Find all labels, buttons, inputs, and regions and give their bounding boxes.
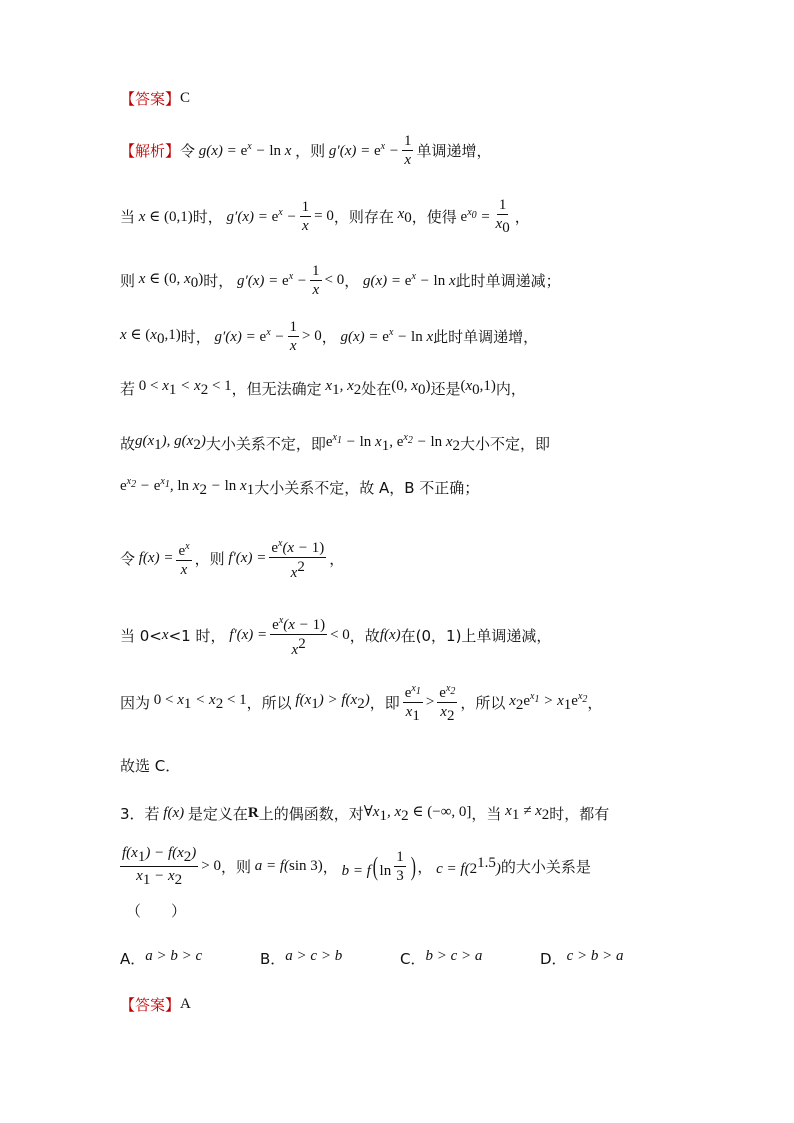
formula: $0 < x_1 < x_2 < 1$ [153,692,247,712]
fraction: $\frac{e^x(x - 1)}{x^2}$ [270,612,327,659]
formula: ) [410,851,416,881]
text: ，使得 [411,208,457,226]
text: 在(0，1)上单调递减， [400,627,552,645]
answer-value: A [180,996,191,1012]
formula: < 0 [330,627,350,643]
analysis-line-11 [120,755,180,776]
analysis-line-4 [120,318,538,355]
formula: > [425,694,435,710]
text: 大小不定，即 [460,435,551,453]
text: 时，都有 [549,805,610,823]
analysis-line-1 [120,132,492,169]
option-b[interactable] [260,948,400,969]
text: 故 [120,435,136,453]
text: 当 0< [120,627,162,645]
text: 单调递增， [416,142,492,160]
formula: x ∈ $(x_0,1)$ [120,327,181,347]
text: ，但无法确定 [231,380,322,398]
text: ， [322,858,338,876]
formula: b = f( ln [337,851,392,881]
text: 上的偶函数，对 [258,805,364,823]
answer-line-2 [120,994,191,1015]
fraction: $\frac{e^{x_1}}{x_1}$ [403,680,423,725]
real-set-symbol: R [247,805,259,821]
formula: f(x) = [135,550,174,566]
text: ，故 [349,627,380,645]
text: 令 [180,142,196,160]
option-c-text: b > c > a [425,948,483,964]
analysis-line-10 [120,680,602,725]
text: 处在 [361,380,392,398]
question-3-line-1 [120,802,609,825]
fraction: $\frac{1}{x_0}$ [495,197,510,236]
formula: $0 < x_1 < x_2 < 1$ [138,378,232,398]
formula: $x_2e^{x_1} > x_1e^{x_2}$ [505,691,588,713]
fraction: $\frac{1}{3}$ [396,849,404,884]
text: 大小关系不定，即 [205,435,326,453]
formula: f′(x) = [225,627,268,643]
text: 还是 [430,380,461,398]
formula: f′(x) = [224,550,267,566]
text: 时， [180,328,211,346]
formula: (0, $x_0$) [391,378,431,398]
fraction: $\frac{e^x}{x}$ [176,538,191,579]
fraction: $\frac{1}{x}$ [403,133,412,168]
option-d-text: c > b > a [566,948,624,964]
formula: $c = f(2^{1.5})$ [432,855,501,877]
text: ，当 [471,805,502,823]
formula: $f(x_1) > f(x_2)$ [291,692,370,712]
text: 当 [120,208,136,226]
text: 故选 C． [120,757,181,775]
text: ， [587,694,603,712]
formula: $x_1$, $x_2$ [321,378,362,398]
formula: $g'(x) = e^x$ − [210,327,285,345]
text: ， [344,272,360,290]
analysis-line-9 [120,612,551,659]
answer-blank: （ ） [126,902,187,920]
text: 的大小关系是 [500,858,591,876]
fraction: $\frac{1}{x}$ [312,263,320,298]
text: ，所以 [246,694,292,712]
text: ，所以 [460,694,506,712]
analysis-line-8 [120,535,344,582]
question-3-line-2 [120,844,591,889]
formula: < 0 [324,272,345,288]
text: ，则 [220,858,251,876]
text: ， [417,858,433,876]
text: ， [321,328,337,346]
formula: $x_1 \ne x_2$ [501,803,550,823]
option-c-letter: C． [400,950,426,968]
analysis-label: 【解析】 [120,142,181,160]
fraction: $\frac{e^{x_2}}{x_2}$ [437,680,457,725]
text: ，则 [295,142,326,160]
text: 是定义在 [187,805,248,823]
text: 时， [192,208,223,226]
formula: $g(x_1)$, $g(x_2)$ [135,433,206,453]
fraction: $\frac{f(x_1) - f(x_2)}{x_1 - x_2}$ [122,845,197,888]
formula: $g'(x) = e^x$ − [222,207,297,225]
text: 因为 [120,694,151,712]
formula: f(x) [379,627,401,643]
formula: $g(x) = e^x - \ln x$ [336,327,434,345]
fraction: $\frac{1}{x}$ [301,199,310,234]
question-3-answer-blank [126,900,186,921]
formula: $e^{x_0}$ = [460,207,491,225]
formula: $g(x) = e^x - \ln x$ [195,141,296,159]
formula: x ∈ (0,1) [135,209,193,225]
text: <1 时， [168,627,226,645]
option-c[interactable] [400,948,540,969]
text: ，则存在 [333,208,394,226]
analysis-line-3 [120,262,561,299]
answer-value: C [180,90,191,106]
fraction: $\frac{e^x(x - 1)}{x^2}$ [269,535,326,582]
formula: x [161,627,169,643]
analysis-line-7 [120,476,479,499]
option-a-text: a > b > c [145,948,203,964]
formula: x ∈ (0, $x_0$) [135,271,204,291]
answer-label: 【答案】 [120,90,181,108]
text: 此时单调递增， [433,328,539,346]
formula: $(x_0,1)$ [460,378,496,398]
text: ，即 [369,694,400,712]
text: ，则 [194,550,225,568]
text: 时， [203,272,234,290]
text: 内， [495,380,526,398]
text: 此时单调递减； [455,272,561,290]
option-d-letter: D． [540,950,567,968]
formula: $g'(x) = e^x$ − [233,271,308,289]
formula: $e^{x_2} - e^{x_1}$, $\ln x_2 - \ln x_1$ [120,476,255,498]
text: ， [329,550,345,568]
option-b-letter: B． [260,950,286,968]
option-b-text: a > c > b [285,948,343,964]
option-d[interactable] [540,948,623,969]
question-number: 3．若 [120,805,160,823]
formula: $\forall x_1$, $x_2$ ∈ (−∞, 0] [363,804,472,824]
analysis-line-5 [120,378,526,399]
formula: = 0 [314,208,334,224]
text: 若 [120,380,136,398]
formula: > 0 [201,858,221,874]
answer-line-1 [120,88,190,109]
analysis-line-2 [120,196,530,237]
answer-label: 【答案】 [120,996,181,1014]
text: 则 [120,272,136,290]
options-row [120,948,623,969]
option-a-letter: A． [120,950,146,968]
formula: > 0 [302,328,322,344]
option-a[interactable] [120,948,260,969]
formula: $g(x) = e^x - \ln x$ [359,271,456,289]
fraction: $\frac{1}{x}$ [289,319,298,354]
formula: $e^{x_1} - \ln x_1$, $e^{x_2} - \ln x_2$ [325,432,461,454]
formula: f(x) [159,805,188,821]
analysis-line-6 [120,432,550,455]
formula: a = f(sin 3) [251,858,323,874]
text: 大小关系不定，故 A，B 不正确； [254,479,480,497]
text: 令 [120,550,136,568]
text: ， [514,208,530,226]
formula: $g'(x) = e^x$ − [325,141,399,159]
formula: $x_0$ [393,206,412,226]
